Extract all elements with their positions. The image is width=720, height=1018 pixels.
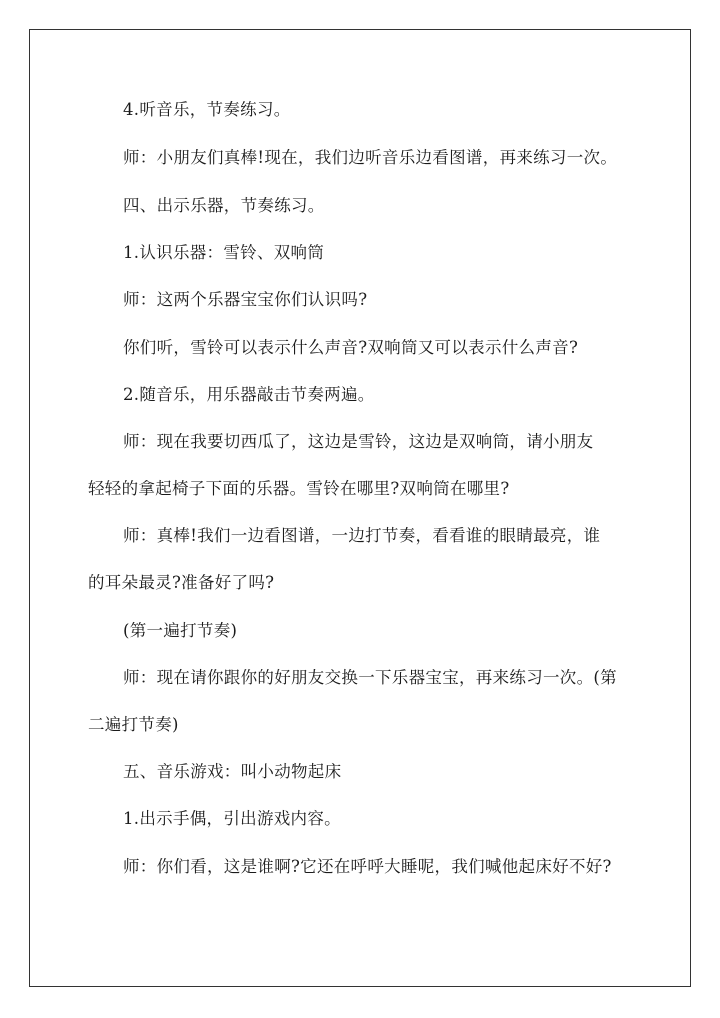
page-border [29,29,691,987]
text-line-11: 的耳朵最灵?准备好了吗? [88,573,275,592]
text-line-17: 师：你们看，这是谁啊?它还在呼呼大睡呢，我们喊他起床好不好? [123,857,612,876]
text-line-13: 师：现在请你跟你的好朋友交换一下乐器宝宝，再来练习一次。(第 [123,668,617,687]
text-line-2: 师：小朋友们真棒!现在，我们边听音乐边看图谱，再来练习一次。 [123,148,618,167]
text-line-6: 你们听，雪铃可以表示什么声音?双响筒又可以表示什么声音? [123,338,579,357]
text-line-10: 师：真棒!我们一边看图谱，一边打节奏，看看谁的眼睛最亮，谁 [123,526,601,545]
text-line-12: (第一遍打节奏) [123,621,238,640]
text-line-8: 师：现在我要切西瓜了，这边是雪铃，这边是双响筒，请小朋友 [123,432,594,451]
section-heading-4: 四、出示乐器，节奏练习。 [123,196,325,215]
text-line-9: 轻轻的拿起椅子下面的乐器。雪铃在哪里?双响筒在哪里? [88,479,510,498]
text-line-1: 4.听音乐，节奏练习。 [123,100,291,119]
text-line-4: 1.认识乐器：雪铃、双响筒 [123,243,325,262]
text-line-14: 二遍打节奏) [88,715,179,734]
text-line-5: 师：这两个乐器宝宝你们认识吗? [123,290,368,309]
text-line-16: 1.出示手偶，引出游戏内容。 [123,809,341,828]
section-heading-5: 五、音乐游戏：叫小动物起床 [123,762,342,781]
text-line-7: 2.随音乐，用乐器敲击节奏两遍。 [123,385,375,404]
